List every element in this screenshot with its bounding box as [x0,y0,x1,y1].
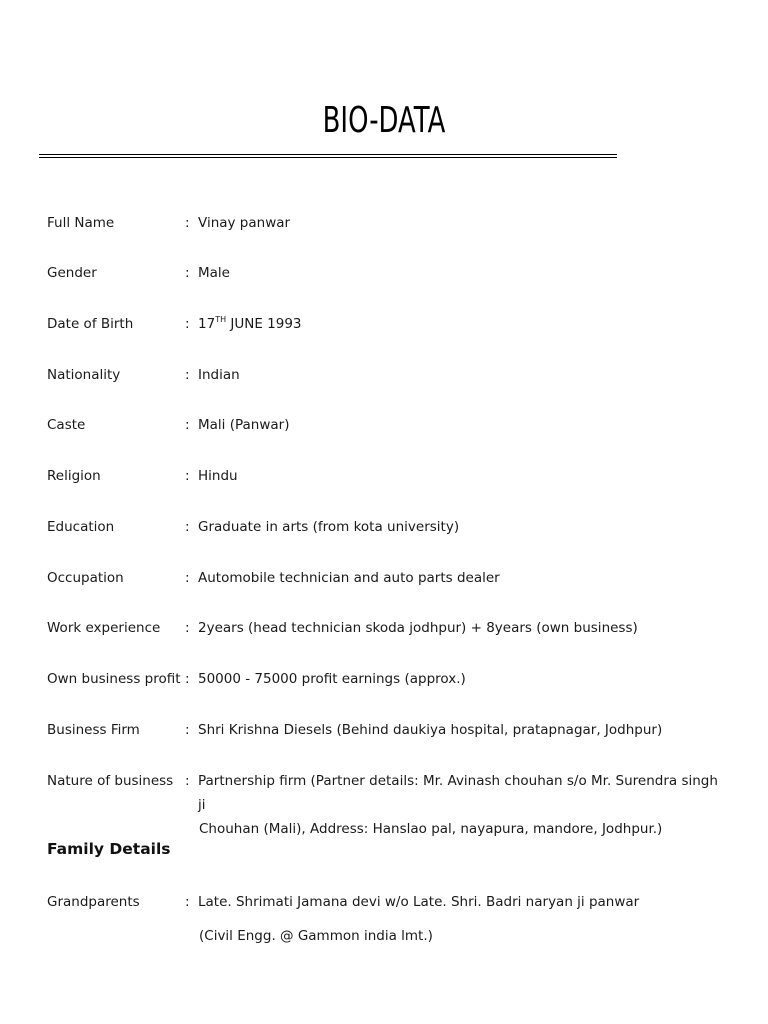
detail-value: Automobile technician and auto parts dealer [198,570,500,586]
title-underline-bottom [39,157,617,158]
detail-label: Business Firm [47,722,140,738]
detail-separator: : [185,215,190,231]
family-value: Late. Shrimati Jamana devi w/o Late. Shri. Badri naryan ji panwar [198,894,640,910]
detail-value-line: Chouhan (Mali), Address: Hanslao pal, nayapura, mandore, Jodhpur.) [199,821,663,837]
detail-value: Graduate in arts (from kota university) [198,519,460,535]
detail-separator: : [185,570,190,586]
detail-value [198,769,718,841]
detail-value: Hindu [198,468,238,484]
detail-label: Education [47,519,115,535]
detail-label: Nature of business [47,773,174,789]
dob-month-year: JUNE 1993 [226,316,302,332]
page-title: BIO-DATA [322,100,446,141]
family-extra-note: (Civil Engg. @ Gammon india lmt.) [199,928,433,944]
detail-label: Caste [47,417,86,433]
detail-label: Work experience [47,620,161,636]
detail-separator: : [185,620,190,636]
detail-separator: : [185,773,190,789]
detail-value: Male [198,265,230,281]
detail-separator: : [185,417,190,433]
detail-value: 50000 - 75000 profit earnings (approx.) [198,671,466,687]
detail-value: Shri Krishna Diesels (Behind daukiya hospital, pratapnagar, Jodhpur) [198,722,663,738]
detail-value: 2years (head technician skoda jodhpur) + 8years (own business) [198,620,638,636]
detail-label: Own business profit [47,671,181,687]
family-separator: : [185,894,190,910]
detail-separator: : [185,316,190,332]
detail-separator: : [185,519,190,535]
detail-separator: : [185,367,190,383]
title-underline-top [39,154,617,155]
detail-value: Mali (Panwar) [198,417,290,433]
detail-value-line: Partnership firm (Partner details: Mr. Avinash chouhan s/o Mr. Surendra singh ji [198,773,718,813]
detail-separator: : [185,468,190,484]
detail-separator: : [185,265,190,281]
detail-separator: : [185,671,190,687]
detail-value: Vinay panwar [198,215,291,231]
detail-label: Nationality [47,367,121,383]
detail-label: Religion [47,468,101,484]
detail-value [198,314,718,334]
detail-label: Date of Birth [47,316,134,332]
detail-label: Occupation [47,570,124,586]
detail-value: Indian [198,367,240,383]
family-details-heading: Family Details [47,840,171,858]
dob-day: 17 [198,316,216,332]
detail-label: Gender [47,265,97,281]
detail-label: Full Name [47,215,115,231]
family-label: Grandparents [47,894,140,910]
detail-separator: : [185,722,190,738]
dob-ordinal: TH [215,315,227,324]
